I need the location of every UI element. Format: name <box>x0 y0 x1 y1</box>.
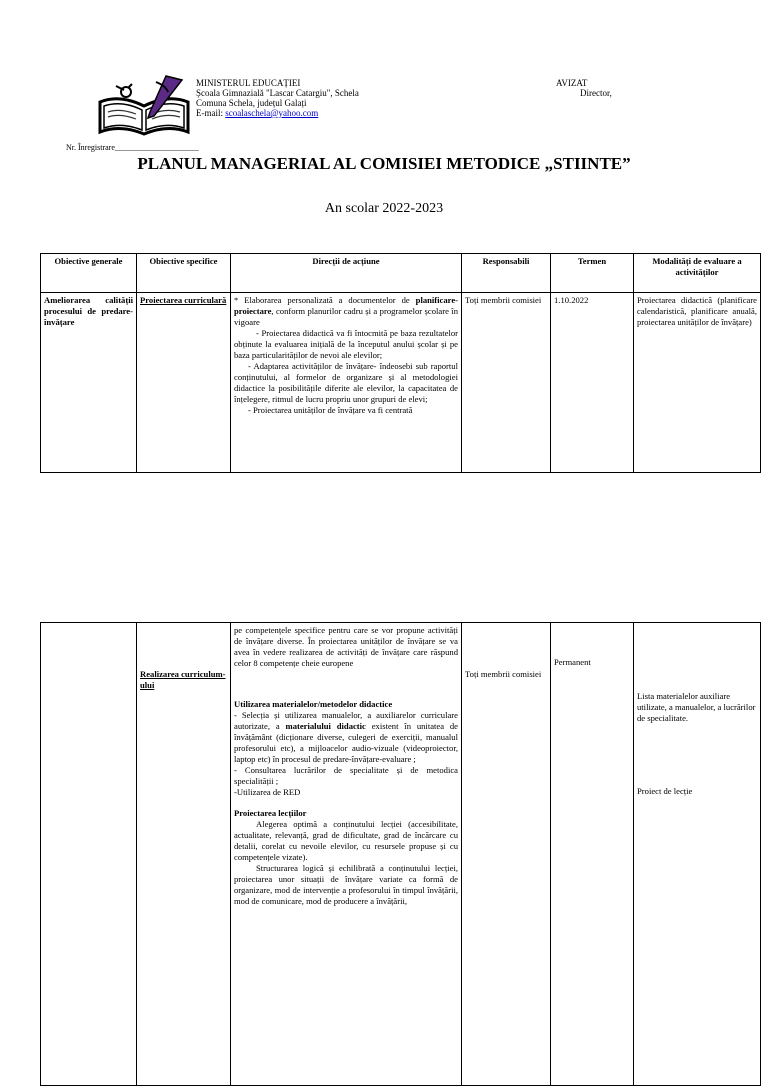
ministry-name: MINISTERUL EDUCAȚIEI <box>196 78 301 88</box>
table-row <box>41 293 761 473</box>
col-header: Obiective specifice <box>137 254 231 293</box>
col-header: Direcții de acțiune <box>231 254 462 293</box>
email-link[interactable]: scoalaschela@yahoo.com <box>225 108 319 118</box>
school-address: Comuna Schela, județul Galați <box>196 98 307 108</box>
page-title: PLANUL MANAGERIAL AL COMISIEI METODICE „STIINTE” <box>137 154 631 173</box>
director-label: Director, <box>580 88 612 98</box>
plan-table-page2 <box>40 622 761 1086</box>
email-label: E-mail: <box>196 108 223 118</box>
evaluation-lesson-plan: Proiect de lecție <box>637 786 693 796</box>
col-header: Modalități de evaluare a activităților <box>634 254 761 293</box>
email-line <box>196 108 359 118</box>
action-directions: pe competențele specifice pentru care se vor propune activități de învățare diverse. În proiectarea unităților de învățare se va avea în vedere realizarea de activități de învățare care răspund celor 8 competențe cheie europene Utilizarea materialelor/metodelor didactice - Selecția și utilizarea manualelor, a auxiliarelor curriculare autorizate, a materialului didactic existent în unitatea de învățământ (dicționare diverse, culegeri de exerciții, manualul profesorului etc), a mijloacelor audio-vizuale (videoproiector, laptop etc) în procesul de predare-învățare-evaluare ; - Consultarea lucrărilor de specialitate și de metodica specialității ; -Utilizarea de RED Proiectarea lecțiilor Alegerea optimă a conținutului lecției (accesibilitate, actualitate, relevanță, grad de dificultate, grad de încărcare cu detalii, corelat cu nevoile elevilor, cu resursele propuse și cu competențele vizate). Structurarea logică și echilibrată a conținutului lecției, proiectarea unor situații de învățare variate ca formă de organizare, mod de intervenție a profesorului în timpul învățării, mod de comunicare, mod de producere a învățării, <box>231 623 462 1086</box>
evaluation: Proiectarea didactică (planificare calendaristică, planificare anuală, proiectarea unităților de învățare) <box>634 293 761 473</box>
responsible: Toți membrii comisiei <box>462 623 551 1086</box>
table-row <box>41 623 761 1086</box>
general-objective: Ameliorarea calității procesului de predare-învățare <box>41 293 137 473</box>
responsible: Toți membrii comisiei <box>462 293 551 473</box>
school-name: Școala Gimnazială "Lascar Catargiu", Schela <box>196 88 359 98</box>
evaluation <box>634 623 761 1086</box>
school-info <box>196 78 359 118</box>
school-year: An scolar 2022-2023 <box>324 201 444 216</box>
plan-table-page1 <box>40 253 761 473</box>
table-header-row <box>41 254 761 293</box>
registration-number: Nr. Înregistrare_____________________ <box>66 143 199 152</box>
col-header: Obiective generale <box>41 254 137 293</box>
evaluation-materials: Lista materialelor auxiliare utilizate, a manualelor, a lucrărilor de specialitate. <box>637 691 756 723</box>
term: 1.10.2022 <box>551 293 634 473</box>
school-logo <box>96 72 192 138</box>
approval-block <box>556 78 612 98</box>
specific-objective: Realizarea curriculum-ului <box>137 623 231 1086</box>
avizat-label: AVIZAT <box>556 78 588 88</box>
term: Permanent <box>551 623 634 1086</box>
col-header: Responsabili <box>462 254 551 293</box>
action-directions: * Elaborarea personalizată a documentelor de planificare-proiectare, conform planurilor cadru și a programelor școlare în vigoare - Proiectarea didactică va fi întocmită pe baza rezultatelor obținute la evaluarea inițială de la începutul anului școlar și pe baza particularităților de nevoi ale elevilor; - Adaptarea activităților de învățare- îndeosebi sub raportul conținutului, al formelor de organizare și al metodologiei didactice la posibilitățile diferite ale elevilor, la capacitatea de înțelegere, ritmul de lucru propriu unor grupuri de elevi; - Proiectarea unităților de învățare va fi centrată <box>231 293 462 473</box>
specific-objective: Proiectarea curriculară <box>137 293 231 473</box>
general-objective <box>41 623 137 1086</box>
col-header: Termen <box>551 254 634 293</box>
